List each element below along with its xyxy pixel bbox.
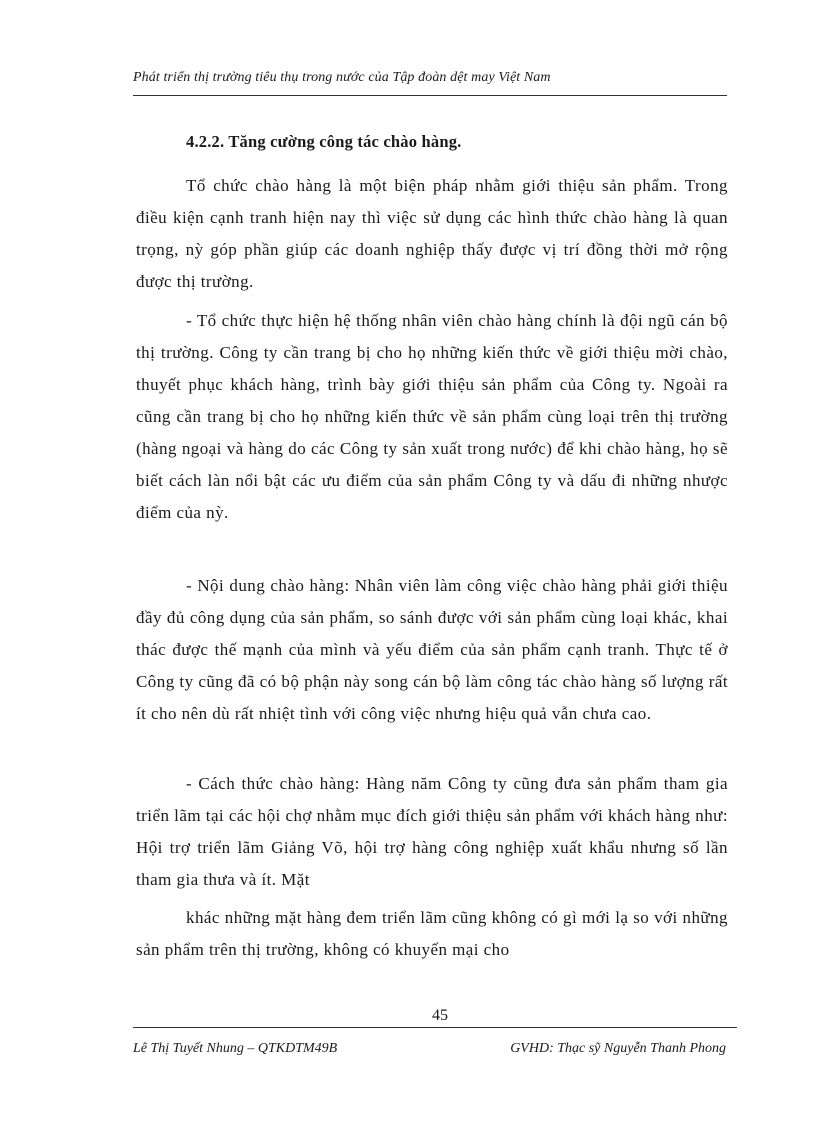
running-header: Phát triển thị trường tiêu thụ trong nước của Tập đoàn dệt may Việt Nam: [133, 70, 551, 85]
page-number: 45: [432, 1007, 448, 1024]
paragraph-sales-staff: - Tổ chức thực hiện hệ thống nhân viên chào hàng chính là đội ngũ cán bộ thị trường. Công ty cần trang bị cho họ những kiến thức về giới thiệu mời chào, thuyết phục khách hàng, trình bày giới thiệu sản phẩm của Công ty. Ngoài ra cũng cần trang bị cho họ những kiến thức về sản phẩm cùng loại trên thị trường (hàng ngoại và hàng do các Công ty sản xuất trong nước) để khi chào hàng, họ sẽ biết cách làn nổi bật các ưu điểm của sản phẩm Công ty và dấu đi những nhược điểm của nỳ.: [136, 311, 728, 522]
section-heading: 4.2.2. Tăng cường công tác chào hàng.: [186, 132, 462, 151]
footer-rule: [133, 1027, 737, 1028]
footer-author: Lê Thị Tuyết Nhung – QTKDTM49B: [133, 1041, 338, 1056]
paragraph-content: - Nội dung chào hàng: Nhân viên làm công việc chào hàng phải giới thiệu đầy đủ công dụng của sản phẩm, so sánh được với sản phẩm cùng loại khác, khai thác được thế mạnh của mình và yếu điểm của sản phẩm cạnh tranh. Thực tế ở Công ty cũng đã có bộ phận này song cán bộ làm công tác chào hàng số lượng rất ít cho nên dù rất nhiệt tình với công việc nhưng hiệu quả vẫn chưa cao.: [136, 576, 728, 723]
footer-advisor: GVHD: Thạc sỹ Nguyễn Thanh Phong: [510, 1041, 726, 1056]
paragraph-intro: Tổ chức chào hàng là một biện pháp nhằm giới thiệu sản phẩm. Trong điều kiện cạnh tranh hiện nay thì việc sử dụng các hình thức chào hàng là quan trọng, nỳ góp phần giúp các doanh nghiệp thấy được vị trí đồng thời mở rộng được thị trường.: [136, 176, 728, 291]
header-rule: [133, 95, 727, 96]
paragraph-methods: - Cách thức chào hàng: Hàng năm Công ty cũng đưa sản phẩm tham gia triển lãm tại các hội chợ nhằm mục đích giới thiệu sản phẩm với khách hàng như: Hội trợ triển lãm Giảng Võ, hội trợ hàng công nghiệp xuất khẩu nhưng số lần tham gia thưa và ít. Mặt: [136, 774, 728, 889]
paragraph-continuation: khác những mặt hàng đem triển lãm cũng không có gì mới lạ so với những sản phẩm trên thị trường, không có khuyến mại cho: [136, 908, 728, 959]
